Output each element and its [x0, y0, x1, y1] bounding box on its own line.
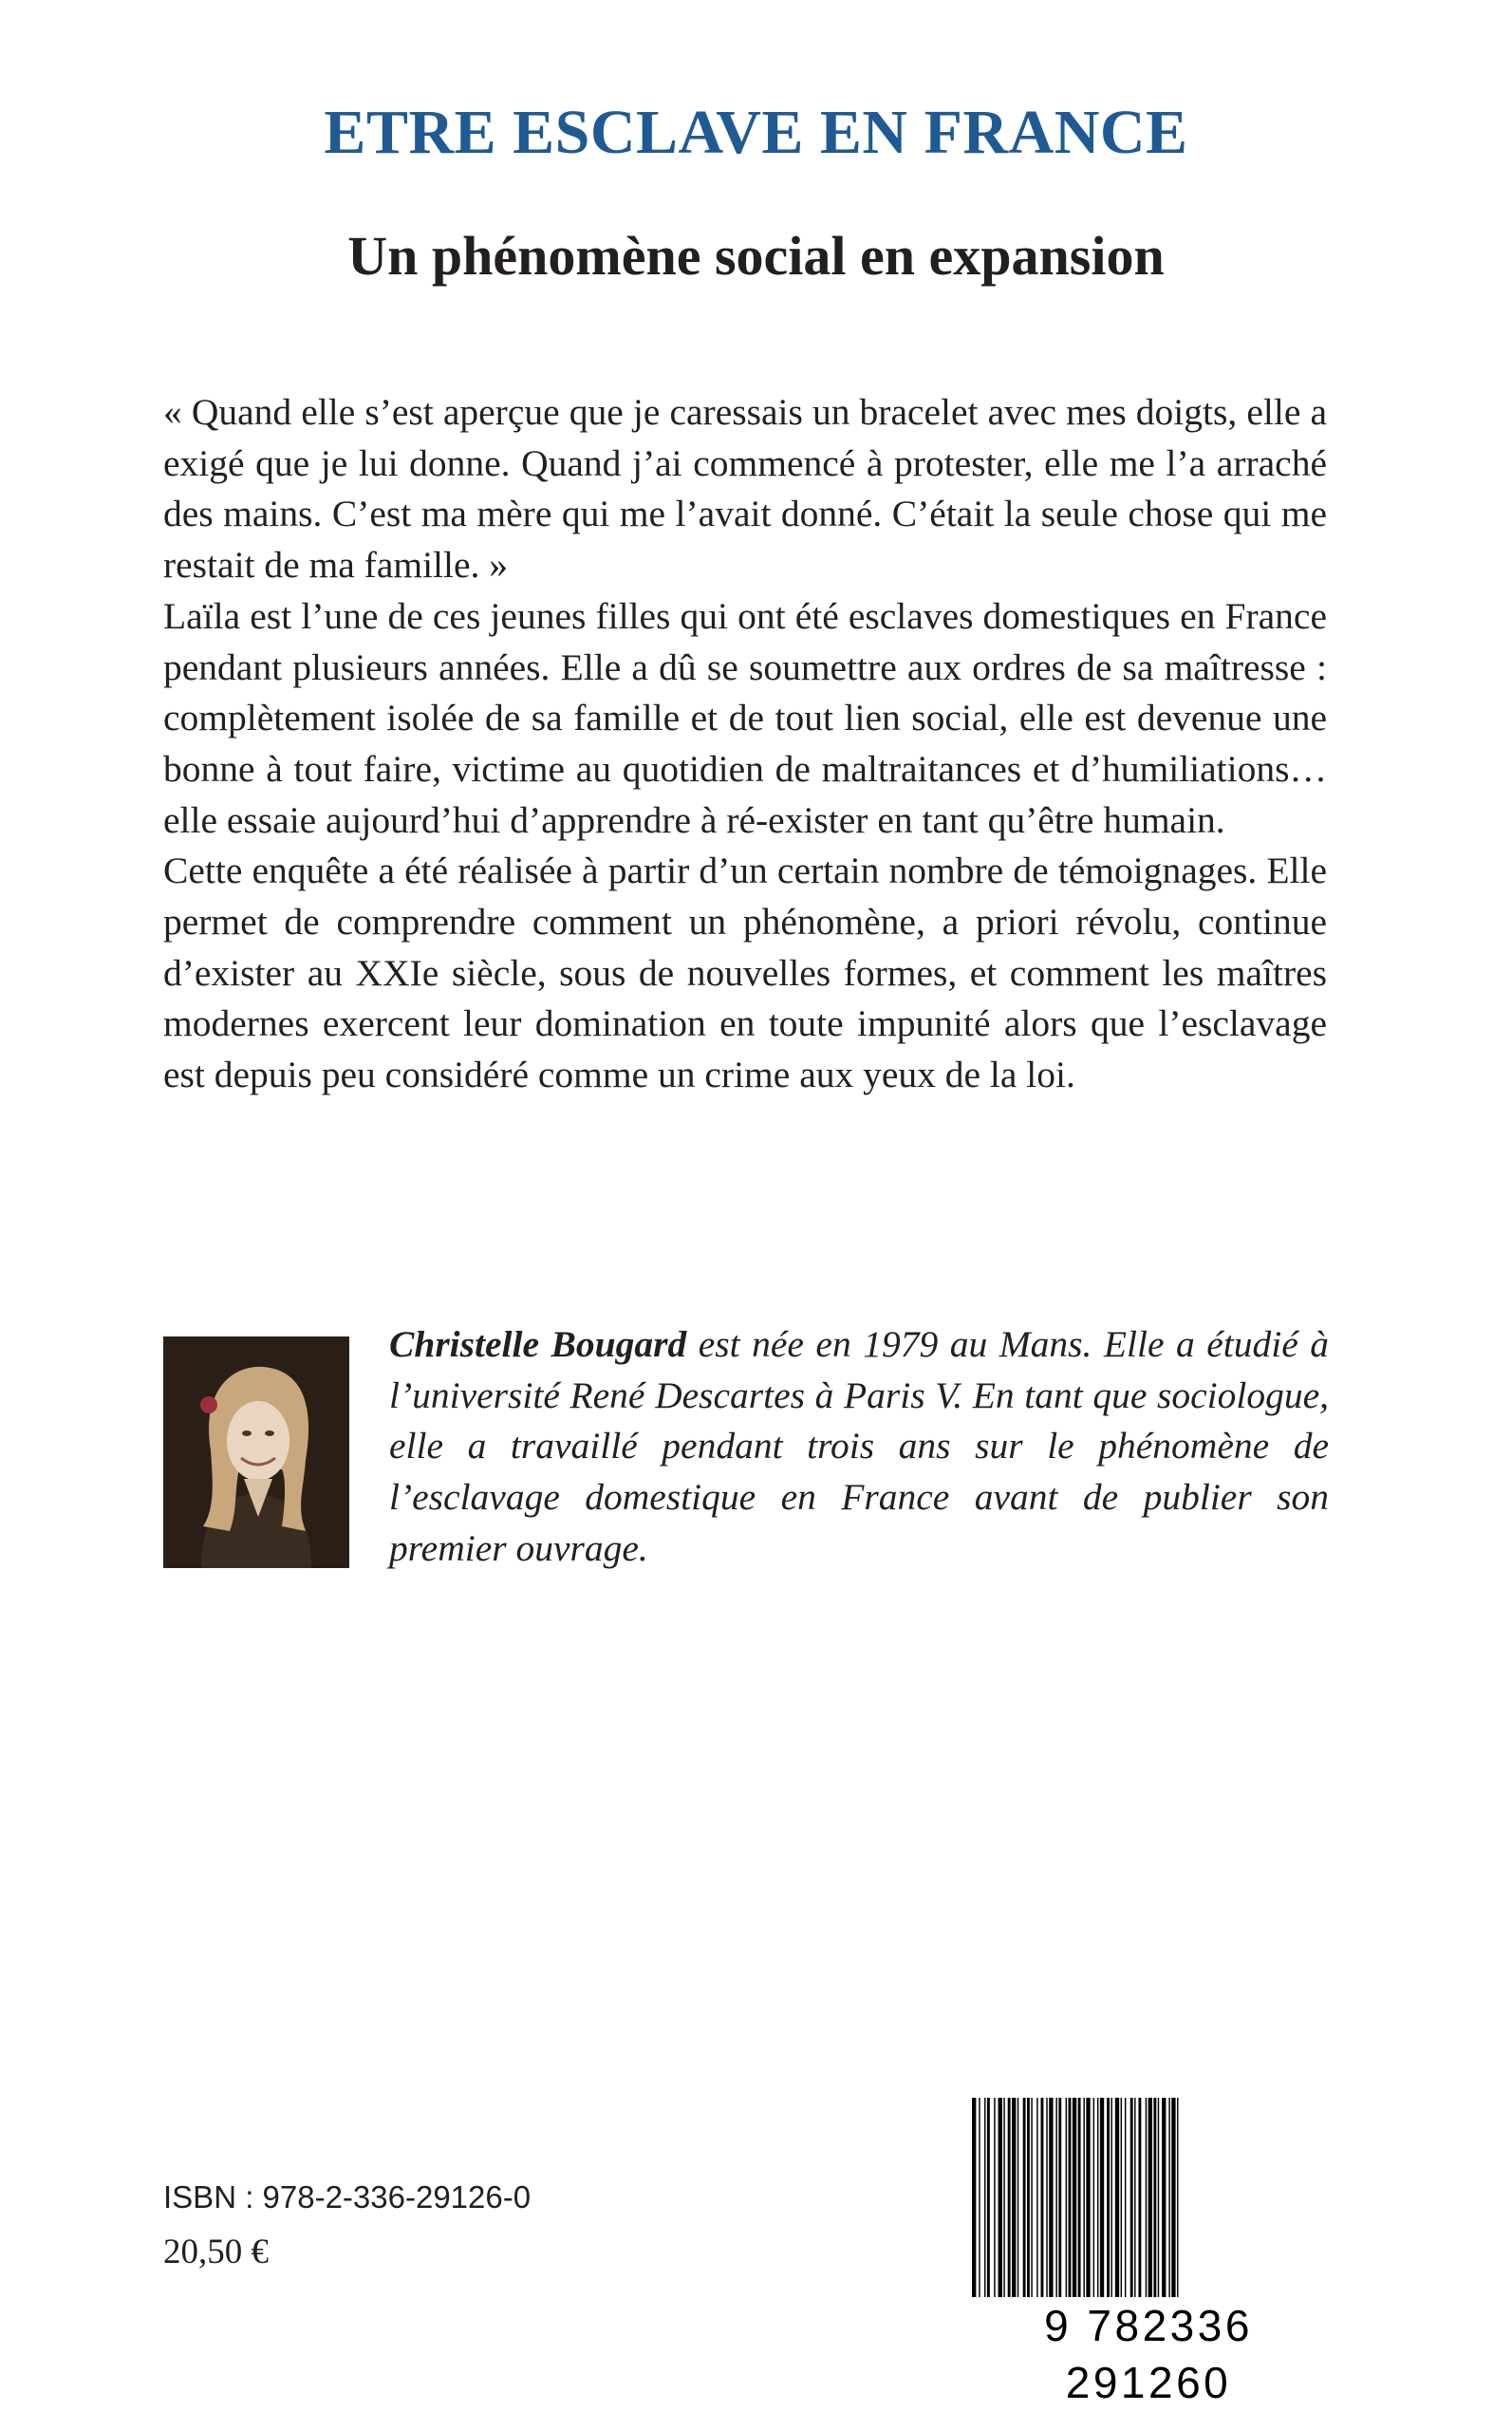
barcode-bar [1148, 2098, 1152, 2297]
barcode-bar [1177, 2098, 1178, 2297]
barcode-bar [1049, 2098, 1053, 2297]
barcode-bar [1168, 2098, 1169, 2297]
barcode-bar [1036, 2098, 1037, 2297]
barcode-bar [999, 2098, 1002, 2297]
blurb-quote-paragraph: « Quand elle s’est aperçue que je caressais un bracelet avec mes doigts, elle a exigé que je lui donne. Quand j’ai commencé à protester, elle me l’a arraché des mains. C’est ma mère qui me l’avait donné. C’était la seule chose qui me restait de ma famille. » [163, 391, 1327, 587]
barcode-bar [972, 2098, 976, 2297]
barcode-bar [1100, 2098, 1104, 2297]
book-title: ETRE ESCLAVE EN FRANCE [324, 98, 1188, 167]
barcode-bar [1031, 2098, 1032, 2297]
barcode-digits: 9 782336 291260 [1044, 2301, 1253, 2407]
author-photo [163, 1336, 349, 1568]
price: 20,50 € [163, 2233, 269, 2271]
blurb-story-paragraph: Laïla est l’une de ces jeunes filles qui ont été esclaves domestiques en France pendant plusieurs années. Elle a dû se soumettre aux ordres de sa maîtresse : complètement isolée de sa famille et de tout lien social, elle est devenue une bonne à tout faire, victime au quotidien de maltraitances et d’humiliations… elle essaie aujourd’hui d’apprendre à ré-exister en tant qu’être humain. [163, 594, 1327, 841]
author-bio-text: est née en 1979 au Mans. Elle a étudié à l’université René Descartes à Paris V. En tant que sociologue, elle a travaillé pendant trois ans sur le phénomène de l’esclavage domestique en France avant de publier son premier ouvrage. [389, 1323, 1329, 1569]
barcode-bar [1153, 2098, 1156, 2297]
barcode-bar [1003, 2098, 1004, 2297]
barcode-bar [1158, 2098, 1159, 2297]
barcode-bar [1146, 2098, 1147, 2297]
book-subtitle: Un phénomène social en expansion [347, 225, 1165, 287]
barcode-bar [1097, 2098, 1098, 2297]
back-cover-blurb [163, 387, 1327, 1101]
author-bio [389, 1319, 1329, 1575]
barcode-bar [1023, 2098, 1026, 2297]
barcode-bar [1073, 2098, 1076, 2297]
barcode-bar [1138, 2098, 1141, 2297]
barcode-bar [1069, 2098, 1072, 2297]
barcode-bar [984, 2098, 985, 2297]
barcode-bars [968, 2098, 1329, 2297]
barcode-bar [1086, 2098, 1090, 2297]
barcode-bar [1171, 2098, 1175, 2297]
barcode-bar [994, 2098, 995, 2297]
barcode-bar [1008, 2098, 1011, 2297]
barcode-bar [1046, 2098, 1047, 2297]
author-name: Christelle Bougard [389, 1323, 687, 1365]
barcode-bar [1055, 2098, 1056, 2297]
barcode-bar [987, 2098, 990, 2297]
barcode-bar [1027, 2098, 1030, 2297]
barcode-bar [979, 2098, 980, 2297]
barcode-bar [1083, 2098, 1084, 2297]
barcode-bar [1093, 2098, 1094, 2297]
barcode-bar [1121, 2098, 1122, 2297]
isbn: ISBN : 978-2-336-29126-0 [163, 2179, 532, 2215]
barcode-bar [1107, 2098, 1110, 2297]
barcode-bar [1041, 2098, 1044, 2297]
barcode-bar [1115, 2098, 1119, 2297]
barcode-bar [1078, 2098, 1081, 2297]
barcode-bar [1017, 2098, 1018, 2297]
barcode-bar [1162, 2098, 1166, 2297]
barcode-bar [1125, 2098, 1126, 2297]
barcode-bar [1066, 2098, 1067, 2297]
barcode-bar [1134, 2098, 1135, 2297]
barcode-bar [1130, 2098, 1133, 2297]
barcode-bar [1058, 2098, 1061, 2297]
barcode-bar [1012, 2098, 1016, 2297]
blurb-summary-paragraph: Cette enquête a été réalisée à partir d’un certain nombre de témoignages. Elle permet de comprendre comment un phénomène, a priori révolu, continue d’exister au XXIe siècle, sous de nouvelles formes, et comment les maîtres modernes exercent leur domination en toute impunité alors que l’esclavage est depuis peu considéré comme un crime aux yeux de la loi. [163, 850, 1327, 1096]
